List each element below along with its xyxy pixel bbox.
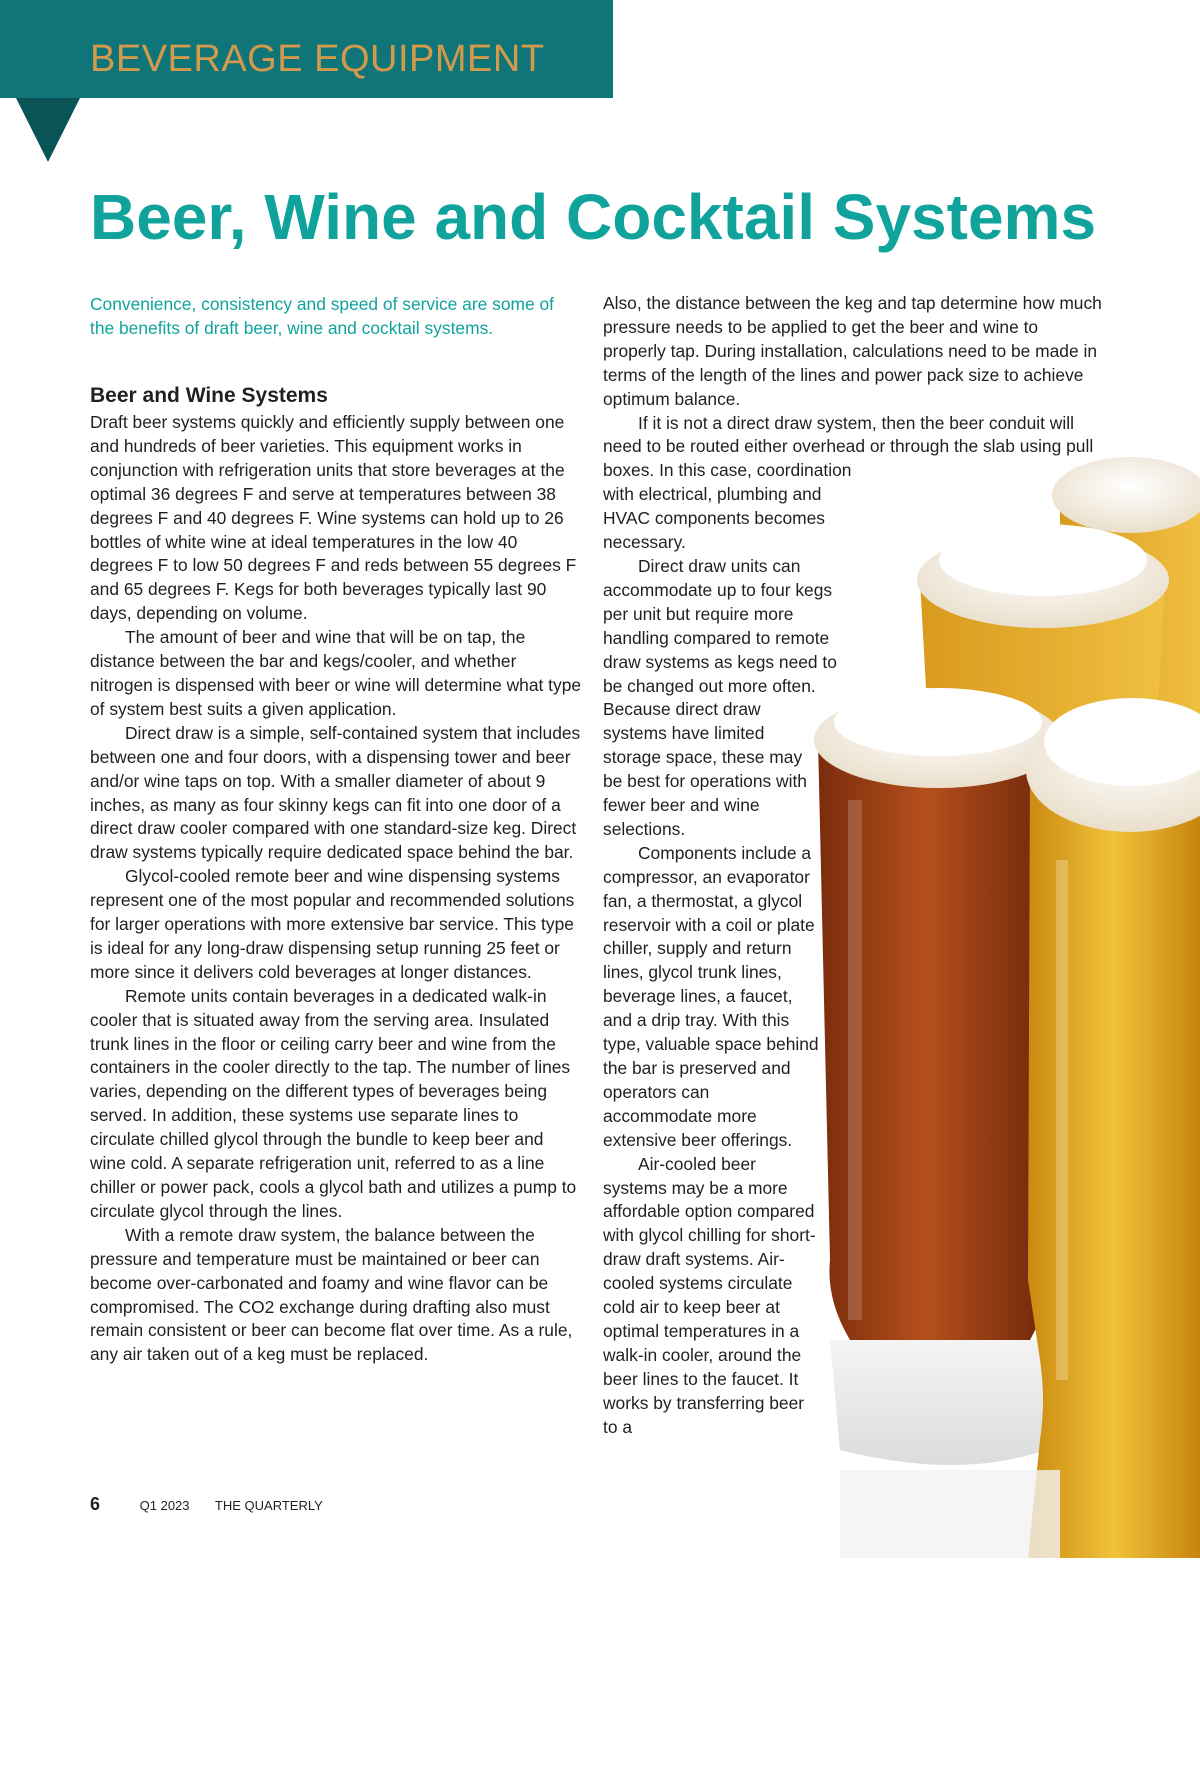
- body-paragraph: Direct draw is a simple, self-contained system that includes between one and four doors, with a dispensing tower and beer and/or wine taps on top. With a smaller diameter of about 9 inches, as many as four skinny kegs can fit into one door of a direct draw cooler compared with one standard-size keg. Direct draw systems typically require dedicated space behind the bar.: [90, 722, 581, 863]
- article-title: Beer, Wine and Cocktail Systems: [90, 181, 1097, 253]
- section-heading: Beer and Wine Systems: [90, 384, 328, 407]
- issue-label: Q1 2023: [139, 1498, 190, 1513]
- body-paragraph: Components include a compressor, an evaporator fan, a thermostat, a glycol reservoir with a coil or plate chiller, supply and return lines, glycol trunk lines, beverage lines, a faucet, and a drip tray. With this type, valuable space behind the bar is preserved and operators can accommodate more extensive beer offerings.: [603, 842, 819, 1150]
- banner-tab-decoration: [16, 98, 80, 162]
- body-paragraph: With a remote draw system, the balance between the pressure and temperature must be maintained or beer can become over-carbonated and foamy and wine flavor can be compromised. The CO2 exchange during drafting also must remain consistent or beer can become flat over time. As a rule, any air taken out of a keg must be replaced.: [90, 1224, 573, 1365]
- body-paragraph: If it is not a direct draw system, then the beer conduit will need to be routed either overhead or through the slab using pull boxes. In this case, coordination with electrical, plumbing and HVAC components becomes necessary.: [603, 412, 1094, 553]
- section-banner: [0, 0, 613, 98]
- section-label: BEVERAGE EQUIPMENT: [90, 38, 545, 80]
- body-paragraph: Because direct draw systems have limited storage space, these may be best for operations with fewer beer and wine selections.: [603, 699, 807, 839]
- left-column: [90, 411, 582, 1367]
- body-paragraph: Remote units contain beverages in a dedicated walk-in cooler that is situated away from the serving area. Insulated trunk lines in the floor or ceiling carry beer and wine from the containers in the cooler directly to the tap. The number of lines varies, depending on the different types of beverages being served. In addition, these systems use separate lines to circulate chilled glycol through the bundle to keep beer and wine cold. A separate refrigeration unit, referred to as a line chiller or power pack, cools a glycol bath and utilizes a pump to circulate glycol through the lines.: [90, 985, 577, 1221]
- page-footer: [90, 1494, 323, 1515]
- right-column: [603, 292, 1103, 1792]
- page-number: 6: [90, 1494, 101, 1514]
- body-paragraph: Also, the distance between the keg and tap determine how much pressure needs to be applied to get the beer and wine to properly tap. During installation, calculations need to be made in terms of the length of the lines and power pack size to achieve optimum balance.: [603, 293, 1102, 409]
- article-intro: Convenience, consistency and speed of service are some of the benefits of draft beer, wine and cocktail systems.: [90, 294, 555, 338]
- body-paragraph: Glycol-cooled remote beer and wine dispensing systems represent one of the most popular and recommended solutions for larger operations with more extensive bar service. This type is ideal for any long-draw dispensing setup running 25 feet or more since it delivers cold beverages at longer distances.: [90, 866, 575, 982]
- publication-name: THE QUARTERLY: [214, 1498, 323, 1513]
- body-paragraph: Air-cooled beer systems may be a more affordable option compared with glycol chilling for short-draw draft systems. Air-cooled systems circulate cold air to keep beer at optimal temperatures in a walk-in cooler, around the beer lines to the faucet. It works by transferring beer to a: [603, 1153, 816, 1437]
- body-paragraph: Direct draw units can accommodate up to four kegs per unit but require more handling compared to remote draw systems as kegs need to be changed out more often.: [603, 555, 837, 696]
- body-paragraph: Draft beer systems quickly and efficiently supply between one and hundreds of beer varieties. This equipment works in conjunction with refrigeration units that store beverages at the optimal 36 degrees F and serve at temperatures between 38 degrees F and 40 degrees F. Wine systems can hold up to 26 bottles of white wine at ideal temperatures in the low 40 degrees F to low 50 degrees F and reds between 55 degrees F and 65 degrees F. Kegs for both beverages typically last 90 days, depending on volume.: [90, 412, 577, 624]
- body-paragraph: The amount of beer and wine that will be on tap, the distance between the bar and kegs/cooler, and whether nitrogen is dispensed with beer or wine will determine what type of system best suits a given application.: [90, 627, 582, 719]
